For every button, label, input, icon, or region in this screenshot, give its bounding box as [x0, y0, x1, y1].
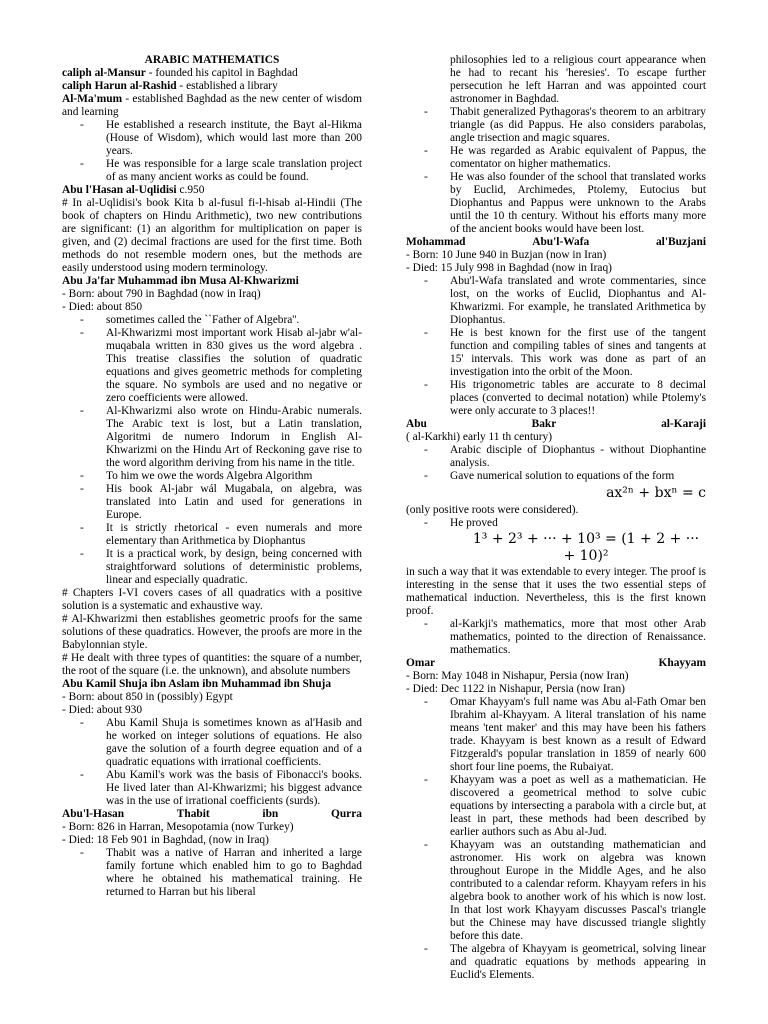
equation-form: ax²ⁿ + bxⁿ = c	[606, 485, 706, 501]
list-item: - Arabic disciple of Diophantus - without Diophantine analysis.	[406, 444, 706, 470]
list-item: - Thabit was a native of Harran and inherited a large family fortune which enabled him to go to Baghdad where he obtained his mathematical training. He returned to Harran but his liberal	[62, 847, 362, 899]
omar-died: - Died: Dec 1122 in Nishapur, Persia (now Iran)	[406, 683, 625, 695]
karaji-proved-list	[406, 517, 706, 530]
thabit-list	[62, 847, 362, 899]
omar-list	[406, 696, 706, 982]
uqlidisi-heading: Abu l'Hasan al-Uqlidisi c.950	[62, 184, 205, 196]
uqlidisi-text: # In al-Uqlidisi's book Kita b al-fusul fi-l-hisab al-Hindii (The book of chapters on Hindu Arithmetic), two new contributions are significant: (1) an algorithm for multiplication on paper is given, and (2) decimal fractions are used for the first time. Both methods do not resemble modern ones, but the methods are easily understood using modern terminology.	[62, 197, 362, 274]
thabit-heading: Abu'l-Hasan Thabit ibn Qurra	[62, 808, 362, 820]
kamil-list	[62, 717, 362, 808]
list-item: - He is best known for the first use of the tangent function and compiling tables of sines and tangents at 15' intervals. This work was done as part of an investigation into the orbit of the Moon.	[406, 327, 706, 379]
khwarizmi-note: # Chapters I-VI covers cases of all quadratics with a positive solution is a systematic and exhaustive way.	[62, 587, 362, 612]
intro-line: Al-Ma'mum - established Baghdad as the new center of wisdom and learning	[62, 93, 362, 118]
list-item: - He proved	[406, 517, 706, 530]
list-item: - Gave numerical solution to equations of the form	[406, 470, 706, 483]
list-item: - al-Karkji's mathematics, more that most other Arab mathematics, pointed to the direction of Renaissance. mathematics.	[406, 618, 706, 657]
mamum-list	[62, 119, 362, 184]
list-item: - Khayyam was a poet as well as a mathematician. He discovered a geometrical method to solve cubic equations by intersecting a parabola with a circle but, at least in part, these methods had been described by earlier authors such as Abu al-Jud.	[406, 774, 706, 839]
omar-born: - Born: May 1048 in Nishapur, Persia (now Iran)	[406, 670, 629, 682]
list-item: - sometimes called the ``Father of Algebra''.	[62, 314, 362, 327]
wafa-died: - Died: 15 July 998 in Baghdad (now in Iraq)	[406, 262, 612, 274]
list-item: - His book Al-jabr wál Mugabala, on algebra, was translated into Latin and used for generations in Europe.	[62, 483, 362, 522]
document-title: ARABIC MATHEMATICS	[144, 54, 280, 66]
list-item: - Khayyam was an outstanding mathematician and astronomer. His work on algebra was known throughout Europe in the Middle Ages, and he also contributed to a calendar reform. Khayyam refers in his algebra book to another work of his which is now lost. In that lost work Khayyam discusses Pascal's triangle but the Chinese may have discussed triangle slightly before this date.	[406, 839, 706, 943]
list-item: - It is a practical work, by design, being concerned with straightforward solutions of deterministic problems, linear and especially quadratic.	[62, 548, 362, 587]
karaji-note: (only positive roots were considered).	[406, 504, 579, 516]
list-item: - To him we owe the words Algebra Algorithm	[62, 470, 362, 483]
list-item: - His trigonometric tables are accurate to 8 decimal places (converted to decimal notation) while Ptolemy's were only accurate to 3 places!!	[406, 379, 706, 418]
list-item: - Abu'l-Wafa translated and wrote commentaries, since lost, on the works of Euclid, Diophantus and Al-Khwarizmi. For example, he translated Arithmetica by Diophantus.	[406, 275, 706, 327]
khwarizmi-born: - Born: about 790 in Baghdad (now in Iraq)	[62, 288, 261, 300]
karaji-subtitle: ( al-Karkhi) early 11 th century)	[406, 431, 553, 443]
karaji-heading: Abu Bakr al-Karaji	[406, 418, 706, 430]
wafa-heading: Mohammad Abu'l-Wafa al'Buzjani	[406, 236, 706, 248]
khwarizmi-note: # Al-Khwarizmi then establishes geometric proofs for the same solutions of these quadratics. However, the proofs are more in the Babylonnian style.	[62, 613, 362, 651]
kamil-heading: Abu Kamil Shuja ibn Aslam ibn Muhammad ibn Shuja	[62, 678, 332, 690]
list-item: - He was also founder of the school that translated works by Euclid, Archimedes, Ptolemy, Eutocius but Diophantus and Pappus were unknown to the Arabs until the 10 th century. Without his efforts many more of the ancient books would have been lost.	[406, 171, 706, 236]
khwarizmi-list	[62, 314, 362, 587]
equation-sum-of-cubes: 1³ + 2³ + ··· + 10³ = (1 + 2 + ··· + 10)²	[472, 531, 700, 564]
left-column	[62, 54, 362, 899]
list-item: - He established a research institute, the Bayt al-Hikma (House of Wisdom), which would last more than 200 years.	[62, 119, 362, 158]
thabit-continued	[406, 54, 706, 236]
wafa-list	[406, 275, 706, 418]
list-item: - He was responsible for a large scale translation project of as many ancient works as could be found.	[62, 158, 362, 184]
karaji-list	[406, 444, 706, 483]
khwarizmi-note: # He dealt with three types of quantities: the square of a number, the root of the square (i.e. the unknown), and absolute numbers	[62, 652, 362, 677]
omar-heading: Omar Khayyam	[406, 657, 706, 669]
thabit-died: - Died: 18 Feb 901 in Baghdad, (now in Iraq)	[62, 834, 269, 846]
list-item: - The algebra of Khayyam is geometrical, solving linear and quadratic equations by methods appearing in Euclid's Elements.	[406, 943, 706, 982]
karaji-proof: in such a way that it was extendable to every integer. The proof is interesting in the sense that it uses the two essential steps of mathematical induction. Nevertheless, this is the first known proof.	[406, 566, 706, 617]
kamil-born: - Born: about 850 in (possibly) Egypt	[62, 691, 233, 703]
karaji-list-2	[406, 618, 706, 657]
list-item: - Al-Khwarizmi most important work Hisab al-jabr w'al-muqabala written in 830 gives us the word algebra . This treatise classifies the solution of quadratic equations and gives geometric methods for completing the square. No symbols are used and no negative or zero coefficients were allowed.	[62, 327, 362, 405]
list-item: - Thabit generalized Pythagoras's theorem to an arbitrary triangle (as did Pappus. He also considers parabolas, angle trisection and magic squares.	[406, 106, 706, 145]
list-item: - He was regarded as Arabic equivalent of Pappus, the comentator on higher mathematics.	[406, 145, 706, 171]
list-item: - Abu Kamil Shuja is sometimes known as al'Hasib and he worked on integer solutions of equations. He also gave the solution of a fourth degree equation and of a quadratic equations with irrational coefficients.	[62, 717, 362, 769]
list-item: - Abu Kamil's work was the basis of Fibonacci's books. He lived later than Al-Khwarizmi; his biggest advance was in the use of irrational coefficients (surds).	[62, 769, 362, 808]
list-item: - Al-Khwarizmi also wrote on Hindu-Arabic numerals. The Arabic text is lost, but a Latin translation, Algoritmi de numero Indorum in English Al-Khwarizmi on the Hindu Art of Reckoning gave rise to the word algorithm deriving from his name in the title.	[62, 405, 362, 470]
list-item: - Omar Khayyam's full name was Abu al-Fath Omar ben Ibrahim al-Khayyam. A literal translation of his name means 'tent maker' and this may have been his fathers trade. Khayyam is best known as a result of Edward Fitzgerald's popular translation in 1859 of nearly 600 short four line poems, the Rubaiyat.	[406, 696, 706, 774]
list-item: - It is strictly rhetorical - even numerals and more elementary than Arithmetica by Diophantus	[62, 522, 362, 548]
thabit-born: - Born: 826 in Harran, Mesopotamia (now Turkey)	[62, 821, 294, 833]
intro-line: caliph Harun al-Rashid - established a library	[62, 80, 278, 92]
intro-line: caliph al-Mansur - founded his capitol in Baghdad	[62, 67, 298, 79]
kamil-died: - Died: about 930	[62, 704, 143, 716]
khwarizmi-died: - Died: about 850	[62, 301, 143, 313]
wafa-born: - Born: 10 June 940 in Buzjan (now in Iran)	[406, 249, 607, 261]
khwarizmi-heading: Abu Ja'far Muhammad ibn Musa Al-Khwarizmi	[62, 275, 299, 287]
list-item-continued: philosophies led to a religious court appearance when he had to recant his 'heresies'. To escape further persecution he left Harran and was appointed court astronomer in Baghdad.	[450, 54, 706, 105]
right-column	[406, 54, 706, 982]
